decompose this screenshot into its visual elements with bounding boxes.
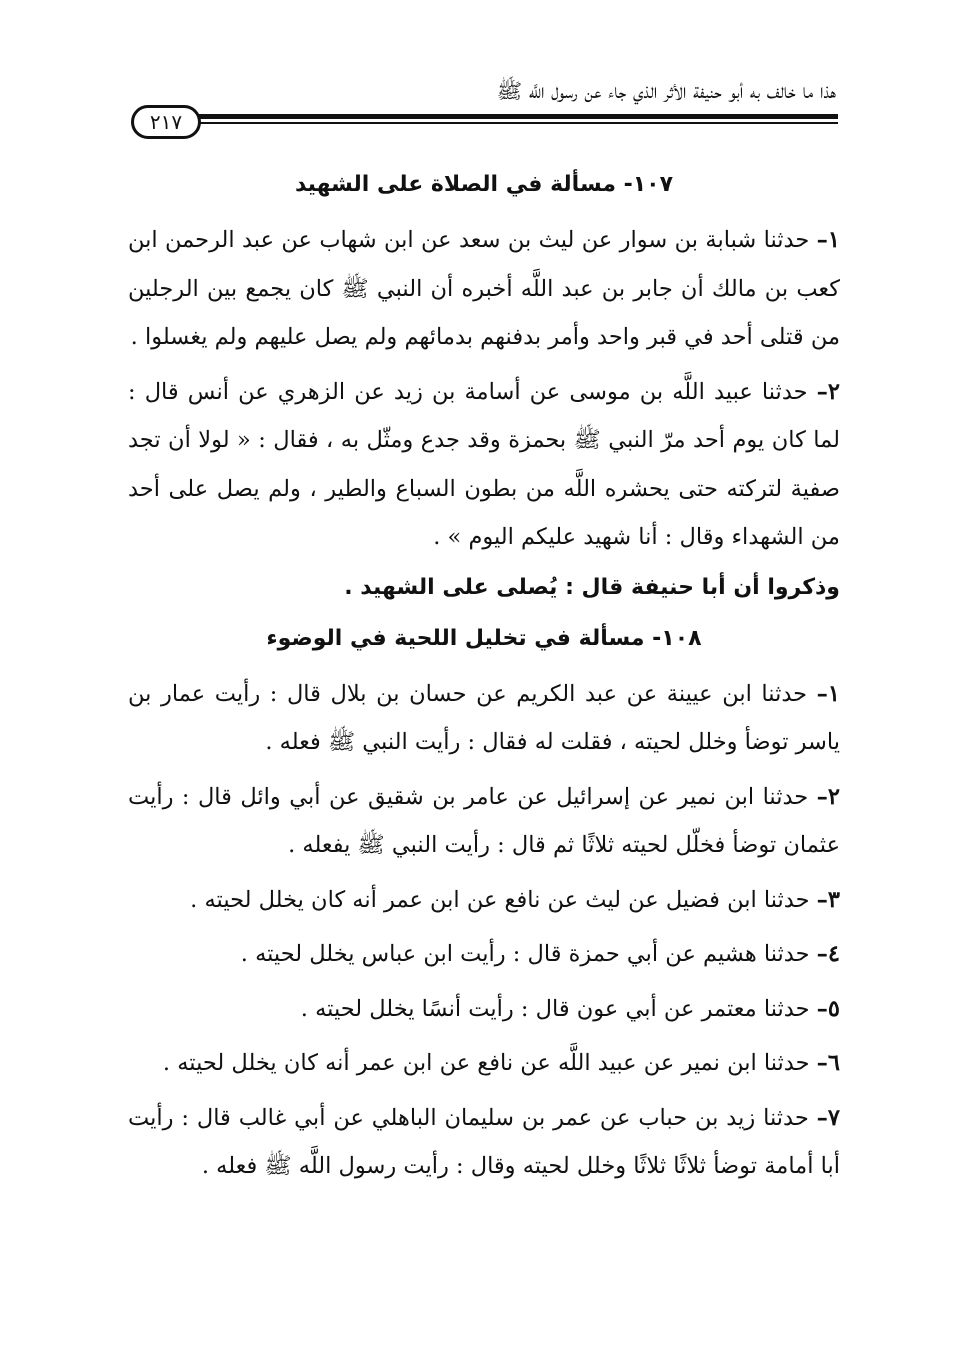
section-heading: ١٠٨- مسألة في تخليل اللحية في الوضوء [266,625,702,651]
hadith-item [128,670,840,767]
item-number: ٢– [816,378,840,405]
item-text: حدثنا زيد بن حباب عن عمر بن سليمان الباهلي عن أبي غالب قال : رأيت أبا أمامة توضأ ثلاثًا ثلاثًا وخلل لحيته وقال : رأيت رسول اللَّه ﷺ فعله . [128,1104,840,1179]
running-header-title: هذا ما خالف به أبو حنيفة الأثر الذي جاء عن رسول اللَّه ﷺ [496,79,836,103]
item-number: ١– [816,680,840,707]
item-number: ٤– [816,941,840,967]
item-text: حدثنا ابن فضيل عن ليث عن نافع عن ابن عمر أنه كان يخلل لحيته . [190,886,817,913]
hadith-item [128,930,840,979]
page-number-badge: ٢١٧ [131,105,201,139]
item-text: حدثنا ابن نمير عن عبيد اللَّه عن نافع عن ابن عمر أنه كان يخلل لحيته . [162,1050,817,1076]
item-text: حدثنا هشيم عن أبي حمزة قال : رأيت ابن عباس يخلل لحيته . [240,941,817,967]
hadith-item [128,773,840,870]
page-body [128,170,840,1197]
hadith-item [128,985,840,1034]
item-number: ٧– [816,1104,840,1131]
item-number: ٢– [816,783,840,810]
item-number: ١– [816,227,840,253]
hadith-item [128,1039,840,1088]
item-number: ٣– [816,886,840,913]
section-heading: ١٠٧- مسألة في الصلاة على الشهيد [294,172,674,197]
section-107 [128,170,840,608]
hadith-item [128,216,840,362]
hadith-item [128,368,840,562]
item-text: حدثنا معتمر عن أبي عون قال : رأيت أنسًا يخلل لحيته . [300,995,817,1022]
item-number: ٥– [816,995,840,1022]
section-note: وذكروا أن أبا حنيفة قال : يُصلى على الشهيد . [344,574,840,600]
item-text: حدثنا ابن عيينة عن عبد الكريم عن حسان بن بلال قال : رأيت عمار بن ياسر توضأ وخلل لحيته ، فقلت له فقال : رأيت النبي ﷺ فعله . [128,680,840,755]
header-rule-thick [188,114,838,119]
item-text: حدثنا ابن نمير عن إسرائيل عن عامر بن شقيق عن أبي وائل قال : رأيت عثمان توضأ فخلّل لحيته ثلاثًا ثم قال : رأيت النبي ﷺ يفعله . [128,783,840,858]
item-number: ٦– [816,1050,840,1076]
item-text: حدثنا عبيد اللَّه بن موسى عن أسامة بن زيد عن الزهري عن أنس قال : لما كان يوم أحد مرّ النبي ﷺ بحمزة وقد جدع ومثّل به ، فقال : « لولا أن تجد صفية لتركته حتى يحشره اللَّه من بطون السباع والطير ، ولم يصل على أحد من الشهداء وقال : أنا شهيد عليكم اليوم » . [128,378,840,550]
header-rule-thin [188,122,838,124]
hadith-item [128,876,840,925]
item-text: حدثنا شبابة بن سوار عن ليث بن سعد عن ابن شهاب عن عبد الرحمن ابن كعب بن مالك أن جابر بن عبد اللَّه أخبره أن النبي ﷺ كان يجمع بين الرجلين من قتلى أحد في قبر واحد وأمر بدفنهم بدمائهم ولم يصل عليهم ولم يغسلوا . [128,227,840,350]
hadith-item [128,1094,840,1191]
section-108 [128,624,840,1191]
